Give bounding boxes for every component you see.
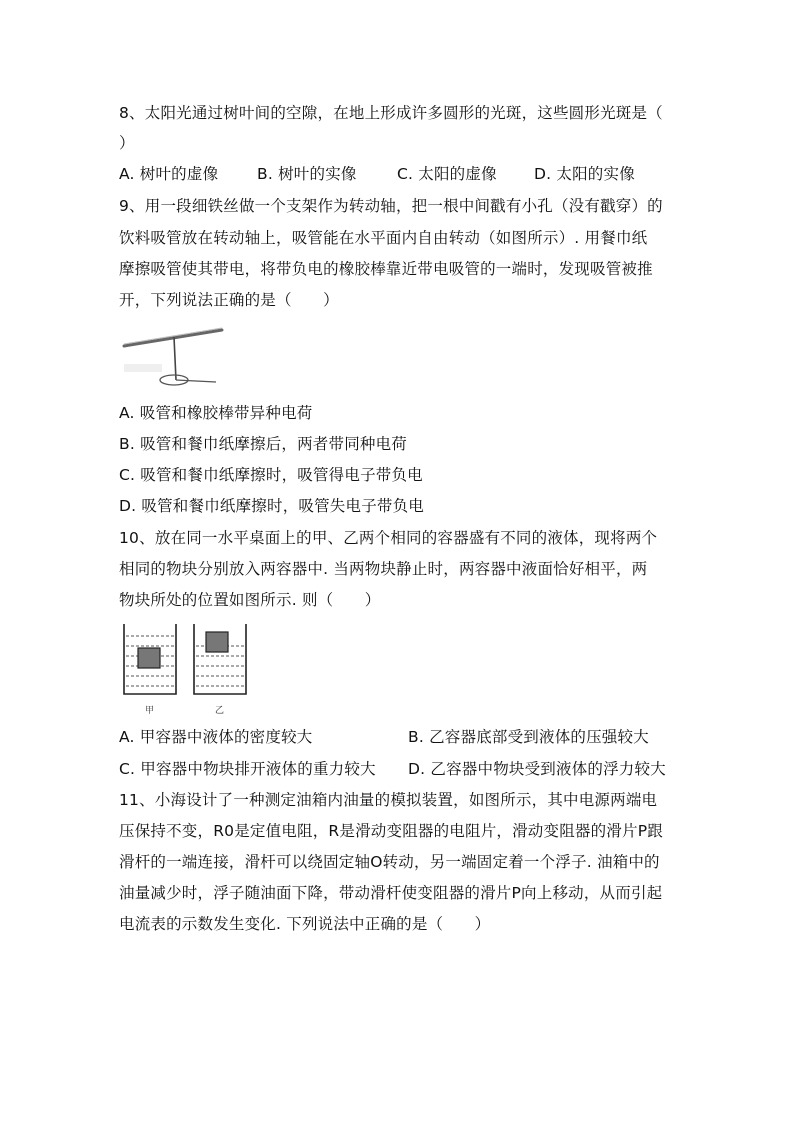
block-yi bbox=[206, 632, 228, 652]
support-base-arm bbox=[176, 380, 216, 382]
q9-stem-line-4: 开，下列说法正确的是（ ） bbox=[119, 291, 339, 309]
q9-option-d: D. 吸管和餐巾纸摩擦时，吸管失电子带负电 bbox=[119, 497, 424, 515]
q11-stem-line-1: 11、小海设计了一种测定油箱内油量的模拟装置，如图所示，其中电源两端电 bbox=[119, 791, 658, 809]
q9-option-a: A. 吸管和橡胶棒带异种电荷 bbox=[119, 404, 313, 422]
containers-figure bbox=[120, 622, 250, 698]
straw-shape bbox=[124, 330, 222, 346]
q8-option-d: D. 太阳的实像 bbox=[534, 165, 635, 183]
q10-stem-line-2: 相同的物块分别放入两容器中. 当两物块静止时，两容器中液面恰好相平，两 bbox=[119, 560, 648, 578]
q10-option-b: B. 乙容器底部受到液体的压强较大 bbox=[408, 728, 649, 746]
support-rod bbox=[174, 337, 176, 380]
q11-stem-line-3: 滑杆的一端连接，滑杆可以绕固定轴O转动，另一端固定着一个浮子. 油箱中的 bbox=[119, 853, 660, 871]
q11-stem-line-2: 压保持不变，R0是定值电阻，R是滑动变阻器的电阻片，滑动变阻器的滑片P跟 bbox=[119, 822, 663, 840]
q10-stem-line-1: 10、放在同一水平桌面上的甲、乙两个相同的容器盛有不同的液体，现将两个 bbox=[119, 529, 658, 547]
q10-option-a: A. 甲容器中液体的密度较大 bbox=[119, 728, 313, 746]
q9-stem-line-2: 饮料吸管放在转动轴上，吸管能在水平面内自由转动（如图所示）. 用餐巾纸 bbox=[119, 229, 648, 247]
q10-stem-line-3: 物块所处的位置如图所示. 则（ ） bbox=[119, 591, 381, 609]
straw-pivot-figure bbox=[120, 324, 230, 394]
q9-stem-line-1: 9、用一段细铁丝做一个支架作为转动轴，把一根中间戳有小孔（没有戳穿）的 bbox=[119, 197, 663, 215]
q10-option-d: D. 乙容器中物块受到液体的浮力较大 bbox=[408, 760, 666, 778]
q8-option-a: A. 树叶的虚像 bbox=[119, 165, 219, 183]
q10-option-c: C. 甲容器中物块排开液体的重力较大 bbox=[119, 760, 376, 778]
straw-highlight bbox=[124, 328, 222, 344]
q11-stem-line-4: 油量减少时，浮子随油面下降，带动滑杆使变阻器的滑片P向上移动，从而引起 bbox=[119, 884, 663, 902]
q8-option-b: B. 树叶的实像 bbox=[257, 165, 357, 183]
q8-stem-line-1: 8、太阳光通过树叶间的空隙，在地上形成许多圆形的光斑，这些圆形光斑是（ bbox=[119, 104, 663, 122]
q8-stem-line-2: ） bbox=[119, 134, 135, 152]
q8-option-c: C. 太阳的虚像 bbox=[397, 165, 497, 183]
q9-stem-line-3: 摩擦吸管使其带电，将带负电的橡胶棒靠近带电吸管的一端时，发现吸管被推 bbox=[119, 260, 653, 278]
figure-faint-mark bbox=[124, 364, 162, 372]
q9-option-c: C. 吸管和餐巾纸摩擦时，吸管得电子带负电 bbox=[119, 466, 423, 484]
label-yi: 乙 bbox=[215, 706, 225, 716]
block-jia bbox=[138, 648, 160, 668]
q11-stem-line-5: 电流表的示数发生变化. 下列说法中正确的是（ ） bbox=[119, 915, 491, 933]
label-jia: 甲 bbox=[145, 706, 155, 716]
q9-option-b: B. 吸管和餐巾纸摩擦后，两者带同种电荷 bbox=[119, 435, 407, 453]
